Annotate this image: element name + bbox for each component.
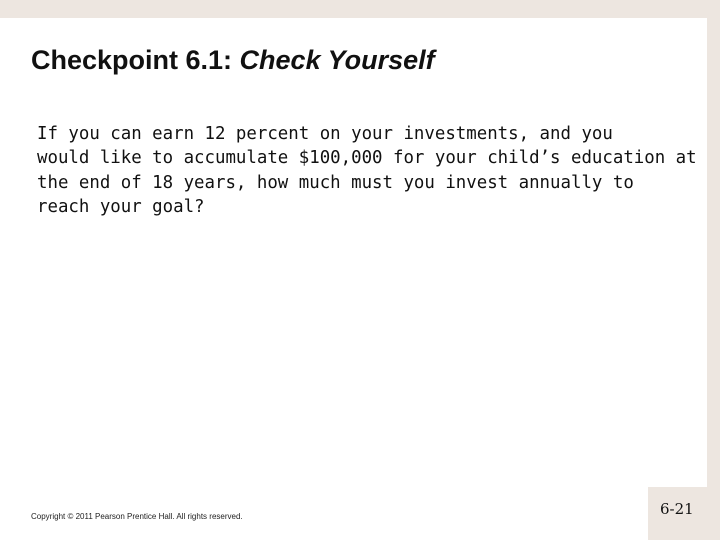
slide-title-italic: Check Yourself [239,45,435,75]
slide-title [31,45,435,76]
question-line: would like to accumulate $100,000 for your child’s education at [37,148,697,169]
slide-side-border [707,0,720,540]
question-text [37,122,697,219]
slide-title-main: Checkpoint 6.1: [31,45,240,75]
question-line: the end of 18 years, how much must you invest annually to [37,172,634,193]
question-line: If you can earn 12 percent on your investments, and you [37,124,613,144]
copyright-notice: Copyright © 2011 Pearson Prentice Hall. All rights reserved. [31,512,243,521]
question-line: reach your goal? [37,196,205,217]
page-number: 6-21 [660,500,694,518]
slide-canvas [0,18,707,540]
